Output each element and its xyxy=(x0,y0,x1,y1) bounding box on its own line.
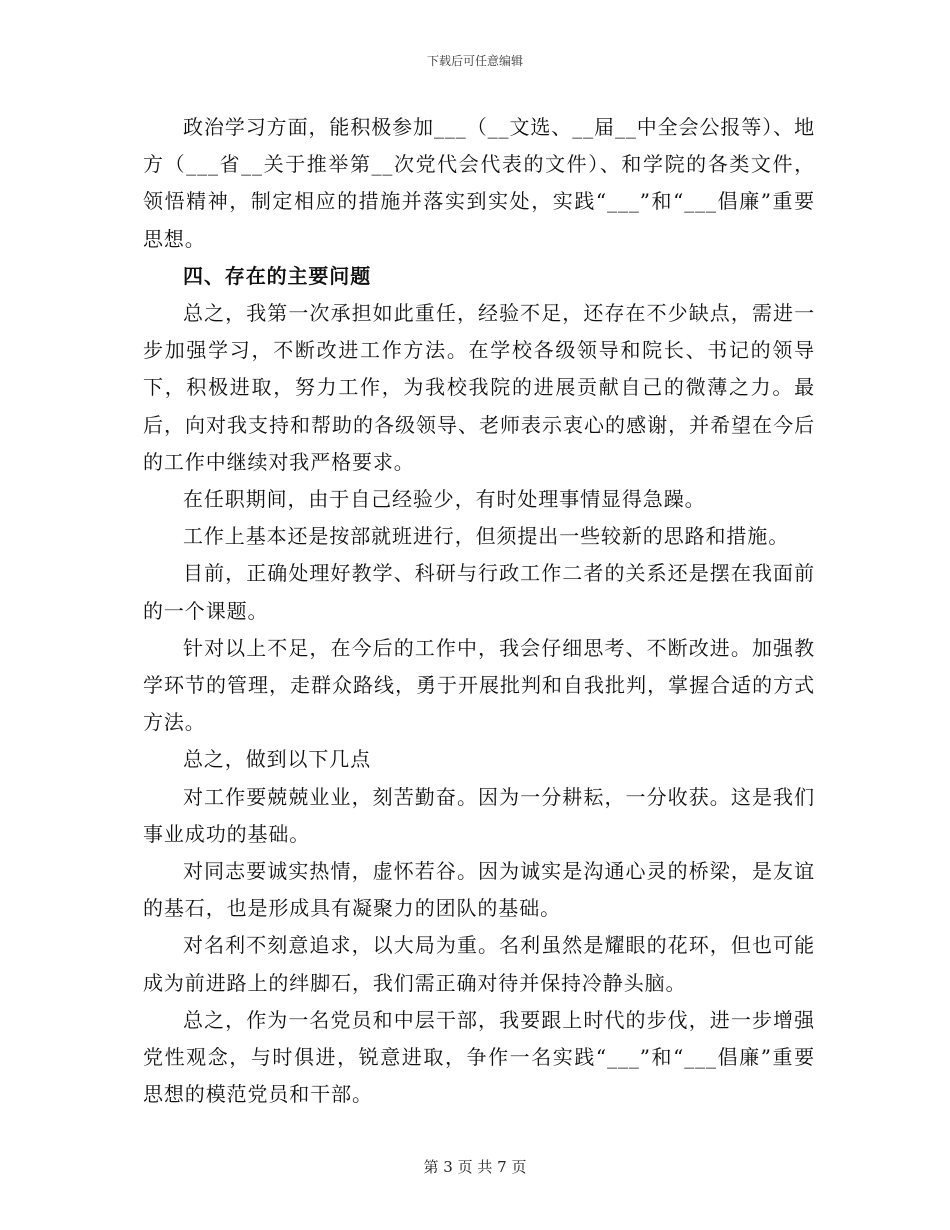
document-body xyxy=(143,109,815,1113)
paragraph-point-work: 对工作要兢兢业业，刻苦勤奋。因为一分耕耘，一分收获。这是我们事业成功的基础。 xyxy=(143,784,815,846)
paragraph-points-intro: 总之，做到以下几点 xyxy=(183,747,372,772)
page-header-note: 下载后可任意编辑 xyxy=(426,54,523,68)
paragraph-shortcoming-1: 在任职期间，由于自己经验少，有时处理事情显得急躁。 xyxy=(183,487,706,512)
paragraph-point-colleagues: 对同志要诚实热情，虚怀若谷。因为诚实是沟通心灵的桥梁，是友谊的基石，也是形成具有凝聚力的团队的基础。 xyxy=(143,859,815,921)
paragraph-summary: 总之，我第一次承担如此重任，经验不足，还存在不少缺点，需进一步加强学习，不断改进工作方法。在学校各级领导和院长、书记的领导下，积极进取，努力工作，为我校我院的进展贡献自己的微薄之力。最后，向对我支持和帮助的各级领导、老师表示衷心的感谢，并希望在今后的工作中继续对我严格要求。 xyxy=(143,301,815,474)
paragraph-improvement: 针对以上不足，在今后的工作中，我会仔细思考、不断改进。加强教学环节的管理，走群众路线，勇于开展批判和自我批判，掌握合适的方式方法。 xyxy=(143,635,815,735)
paragraph-point-fame: 对名利不刻意追求，以大局为重。名利虽然是耀眼的花环，但也可能成为前进路上的绊脚石，我们需正确对待并保持冷静头脑。 xyxy=(143,933,815,995)
page-number: 第 3 页 共 7 页 xyxy=(423,1158,527,1176)
paragraph-shortcoming-3: 目前，正确处理好教学、科研与行政工作二者的关系还是摆在我面前的一个课题。 xyxy=(143,561,815,623)
paragraph-conclusion: 总之，作为一名党员和中层干部，我要跟上时代的步伐，进一步增强党性观念，与时俱进，锐意进取，争作一名实践“___”和“___倡廉”重要思想的模范党员和干部。 xyxy=(143,1007,815,1107)
paragraph-political-study: 政治学习方面，能积极参加___（__文选、__届__中全会公报等）、地方（___省__关于推举第__次党代会代表的文件）、和学院的各类文件，领悟精神，制定相应的措施并落实到实处，实践“___”和“___倡廉”重要思想。 xyxy=(143,115,815,251)
section-heading: 四、存在的主要问题 xyxy=(183,263,372,288)
paragraph-shortcoming-2: 工作上基本还是按部就班进行，但须提出一些较新的思路和措施。 xyxy=(183,524,790,549)
